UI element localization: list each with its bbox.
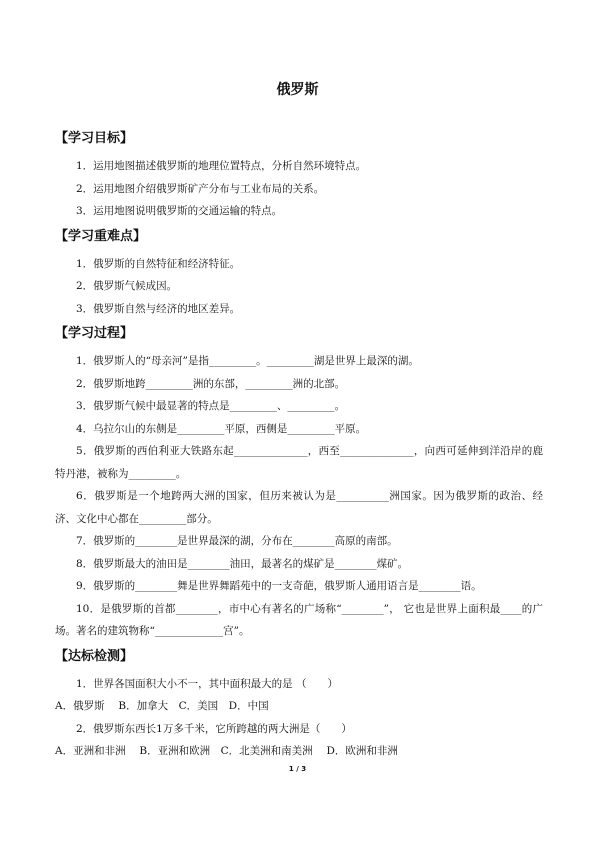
- test-question-1: 1．世界各国面积大小不一，其中面积最大的是 （ ）: [76, 677, 339, 690]
- test-options-1: A．俄罗斯 B．加拿大 C．美国 D．中国: [55, 700, 269, 712]
- section-heading-process: 【学习过程】: [55, 326, 134, 341]
- section-heading-key-points: 【学习重难点】: [55, 228, 147, 244]
- goal-item-2: 2．运用地图介绍俄罗斯矿产分布与工业布局的关系。: [76, 182, 325, 195]
- key-point-item-1: 1．俄罗斯的自然特征和经济特征。: [76, 257, 241, 270]
- process-item-5: 5．俄罗斯的西伯利亚大铁路东起______________，西至______________，向西可延伸到洋沿岸的鹿特丹港，被称为_________。: [55, 445, 543, 480]
- key-point-item-3: 3．俄罗斯自然与经济的地区差异。: [76, 302, 241, 315]
- process-item-2: 2．俄罗斯地跨_________洲的东部，_________洲的北部。: [76, 377, 346, 390]
- section-heading-goals: 【学习目标】: [55, 131, 134, 146]
- section-key-points: [55, 226, 543, 321]
- key-point-item-2: 2．俄罗斯气候成因。: [76, 280, 178, 292]
- process-item-6: 6．俄罗斯是一个地跨两大洲的国家，但历来被认为是__________洲国家。因为俄罗斯的政治、经济、文化中心都在_________部分。: [55, 490, 543, 525]
- document-content: [55, 128, 543, 763]
- goal-item-3: 3．运用地图说明俄罗斯的交通运输的特点。: [76, 205, 283, 217]
- process-item-3: 3．俄罗斯气候中最显著的特点是_________、_________。: [76, 400, 346, 412]
- process-item-9: 9．俄罗斯的________舞是世界舞蹈苑中的一支奇葩，俄罗斯人通用语言是________语。: [76, 580, 482, 592]
- section-goals: [55, 128, 543, 223]
- goal-item-1: 1．运用地图描述俄罗斯的地理位置特点，分析自然环境特点。: [76, 160, 367, 172]
- section-heading-test: 【达标检测】: [55, 648, 134, 664]
- test-question-2: 2．俄罗斯东西长1万多千米，它所跨越的两大洲是（ ）: [76, 722, 352, 735]
- section-process: [55, 323, 543, 643]
- process-item-8: 8．俄罗斯最大的油田是________油田，最著名的煤矿是________煤矿。: [76, 557, 409, 570]
- process-item-4: 4．乌拉尔山的东侧是_________平原，西侧是_________平原。: [76, 422, 367, 435]
- section-test: [55, 646, 543, 763]
- test-options-2: A．亚洲和非洲 B．亚洲和欧洲 C．北美洲和南美洲 D．欧洲和非洲: [55, 745, 398, 757]
- process-item-1: 1．俄罗斯人的“母亲河”是指_________。_________湖是世界上最深的湖。: [76, 355, 419, 367]
- page-number: 1 / 3: [288, 765, 307, 773]
- page-title: 俄罗斯: [276, 82, 319, 98]
- process-item-10: 10．是俄罗斯的首都________，市中心有著名的广场称“________”， 它也是世界上面积最____的广场。著名的建筑物称“_____________宫”。: [55, 602, 543, 637]
- process-item-7: 7．俄罗斯的________是世界最深的湖，分布在________高原的南部。: [76, 535, 398, 547]
